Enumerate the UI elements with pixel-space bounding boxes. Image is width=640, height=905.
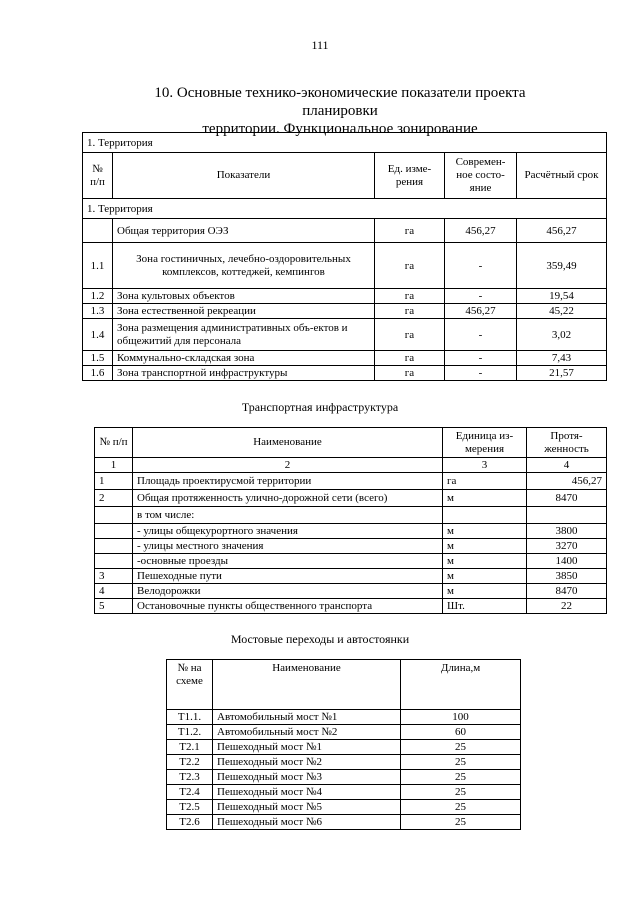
row-unit: га bbox=[375, 319, 445, 351]
row-unit: га bbox=[375, 219, 445, 243]
col-number: 1 bbox=[95, 458, 133, 473]
col-number: 2 bbox=[133, 458, 443, 473]
row-length: 25 bbox=[401, 740, 521, 755]
row-name: Пешеходные пути bbox=[133, 569, 443, 584]
bridges-caption: Мостовые переходы и автостоянки bbox=[230, 632, 410, 646]
row-unit: м bbox=[443, 569, 527, 584]
row-num bbox=[95, 524, 133, 539]
row-name: - улицы общекурортного значения bbox=[133, 524, 443, 539]
row-unit: га bbox=[375, 366, 445, 381]
row-name: Пешеходный мост №4 bbox=[213, 785, 401, 800]
row-length: 25 bbox=[401, 815, 521, 830]
row-unit: м bbox=[443, 554, 527, 569]
row-value bbox=[527, 507, 607, 524]
col-number: 4 bbox=[527, 458, 607, 473]
row-name: Зона естественной рекреации bbox=[113, 304, 375, 319]
row-name: Общая территория ОЭЗ bbox=[113, 219, 375, 243]
row-unit: м bbox=[443, 524, 527, 539]
row-name: Пешеходный мост №3 bbox=[213, 770, 401, 785]
row-name: - улицы местного значения bbox=[133, 539, 443, 554]
table3-header-length: Длина,м bbox=[401, 660, 521, 710]
row-value: 8470 bbox=[527, 490, 607, 507]
row-unit: га bbox=[375, 304, 445, 319]
row-length: 25 bbox=[401, 770, 521, 785]
row-num: 5 bbox=[95, 599, 133, 614]
row-num: Т2.4 bbox=[167, 785, 213, 800]
transport-table bbox=[94, 427, 607, 614]
transport-caption: Транспортная инфраструктура bbox=[241, 400, 399, 414]
row-current: - bbox=[445, 366, 517, 381]
row-target: 7,43 bbox=[517, 351, 607, 366]
table3-header-num: № на схеме bbox=[167, 660, 213, 710]
row-value: 3850 bbox=[527, 569, 607, 584]
row-length: 100 bbox=[401, 710, 521, 725]
table2-header-unit: Единица из-мерения bbox=[443, 428, 527, 458]
row-current: - bbox=[445, 319, 517, 351]
row-name: Автомобильный мост №2 bbox=[213, 725, 401, 740]
row-unit: га bbox=[443, 473, 527, 490]
table1-header-num: № п/п bbox=[83, 153, 113, 199]
row-name: Пешеходный мост №5 bbox=[213, 800, 401, 815]
row-unit: га bbox=[375, 243, 445, 289]
row-num: Т2.5 bbox=[167, 800, 213, 815]
row-unit bbox=[443, 507, 527, 524]
row-value: 8470 bbox=[527, 584, 607, 599]
page-number: 111 bbox=[311, 38, 329, 52]
row-target: 21,57 bbox=[517, 366, 607, 381]
row-target: 3,02 bbox=[517, 319, 607, 351]
table2-header-num: № п/п bbox=[95, 428, 133, 458]
row-target: 45,22 bbox=[517, 304, 607, 319]
table2-header-length: Протя-женность bbox=[527, 428, 607, 458]
row-current: - bbox=[445, 351, 517, 366]
row-current: - bbox=[445, 243, 517, 289]
row-name: Зона размещения административных объ-ектов и общежитий для персонала bbox=[113, 319, 375, 351]
row-name: Зона культовых объектов bbox=[113, 289, 375, 304]
table-row bbox=[95, 554, 607, 569]
row-num: 4 bbox=[95, 584, 133, 599]
table1-header-target: Расчётный срок bbox=[517, 153, 607, 199]
title-line-1: 10. Основные технико-экономические показатели проекта планировки bbox=[154, 85, 526, 119]
row-value: 3270 bbox=[527, 539, 607, 554]
table-row bbox=[95, 584, 607, 599]
table1-header-indicator: Показатели bbox=[113, 153, 375, 199]
table-row bbox=[83, 366, 607, 381]
row-name: Пешеходный мост №6 bbox=[213, 815, 401, 830]
row-num: 3 bbox=[95, 569, 133, 584]
title-line-2: территории. Функциональное зонирование bbox=[202, 121, 478, 137]
table-row bbox=[95, 507, 607, 524]
row-name: Общая протяженность улично-дорожной сети (всего) bbox=[133, 490, 443, 507]
row-current: 456,27 bbox=[445, 304, 517, 319]
row-value: 3800 bbox=[527, 524, 607, 539]
table-row bbox=[95, 599, 607, 614]
row-num: Т1.2. bbox=[167, 725, 213, 740]
table-row bbox=[83, 243, 607, 289]
table-row bbox=[83, 289, 607, 304]
table-row bbox=[95, 569, 607, 584]
row-name: Пешеходный мост №1 bbox=[213, 740, 401, 755]
row-num bbox=[83, 219, 113, 243]
table-row bbox=[95, 490, 607, 507]
table-row bbox=[83, 304, 607, 319]
row-target: 456,27 bbox=[517, 219, 607, 243]
row-unit: м bbox=[443, 539, 527, 554]
row-num: 1.1 bbox=[83, 243, 113, 289]
table-row bbox=[167, 725, 521, 740]
table-row bbox=[167, 755, 521, 770]
table-row bbox=[167, 770, 521, 785]
table-row bbox=[167, 785, 521, 800]
table-row bbox=[167, 815, 521, 830]
row-target: 19,54 bbox=[517, 289, 607, 304]
table1-header-unit: Ед. изме-рения bbox=[375, 153, 445, 199]
table-row bbox=[83, 351, 607, 366]
table-row bbox=[83, 219, 607, 243]
row-length: 25 bbox=[401, 785, 521, 800]
row-value: 1400 bbox=[527, 554, 607, 569]
row-num: 1.4 bbox=[83, 319, 113, 351]
row-name: Автомобильный мост №1 bbox=[213, 710, 401, 725]
row-length: 60 bbox=[401, 725, 521, 740]
row-name: Пешеходный мост №2 bbox=[213, 755, 401, 770]
row-num: Т2.2 bbox=[167, 755, 213, 770]
row-unit: Шт. bbox=[443, 599, 527, 614]
row-name: Остановочные пункты общественного транспорта bbox=[133, 599, 443, 614]
table1-top-caption: 1. Территория bbox=[83, 133, 607, 153]
row-unit: га bbox=[375, 351, 445, 366]
table-row bbox=[167, 740, 521, 755]
row-num: Т2.3 bbox=[167, 770, 213, 785]
bridges-table bbox=[166, 659, 521, 830]
row-num: Т2.6 bbox=[167, 815, 213, 830]
row-num bbox=[95, 554, 133, 569]
row-name: Зона гостиничных, лечебно-оздоровительных комплексов, коттеджей, кемпингов bbox=[113, 243, 375, 289]
row-name: Велодорожки bbox=[133, 584, 443, 599]
zoning-table bbox=[82, 132, 607, 381]
table1-header-current: Современ-ное состо-яние bbox=[445, 153, 517, 199]
row-num: 1.5 bbox=[83, 351, 113, 366]
row-num: 1 bbox=[95, 473, 133, 490]
row-current: - bbox=[445, 289, 517, 304]
row-num bbox=[95, 539, 133, 554]
row-num: 1.3 bbox=[83, 304, 113, 319]
row-num: 2 bbox=[95, 490, 133, 507]
row-target: 359,49 bbox=[517, 243, 607, 289]
table-row bbox=[95, 524, 607, 539]
row-value: 456,27 bbox=[527, 473, 607, 490]
col-number: 3 bbox=[443, 458, 527, 473]
table3-header-name: Наименование bbox=[213, 660, 401, 710]
row-unit: м bbox=[443, 584, 527, 599]
row-num: Т1.1. bbox=[167, 710, 213, 725]
table-row bbox=[95, 473, 607, 490]
row-length: 25 bbox=[401, 800, 521, 815]
row-length: 25 bbox=[401, 755, 521, 770]
row-name: Зона транспортной инфраструктуры bbox=[113, 366, 375, 381]
table-row bbox=[95, 539, 607, 554]
table-row bbox=[167, 800, 521, 815]
row-num: 1.2 bbox=[83, 289, 113, 304]
row-num: Т2.1 bbox=[167, 740, 213, 755]
row-unit: м bbox=[443, 490, 527, 507]
row-name: Площадь проектирусмой территории bbox=[133, 473, 443, 490]
row-name: -основные проезды bbox=[133, 554, 443, 569]
row-name: в том числе: bbox=[133, 507, 443, 524]
table2-header-name: Наименование bbox=[133, 428, 443, 458]
row-name: Коммунально-складская зона bbox=[113, 351, 375, 366]
row-num: 1.6 bbox=[83, 366, 113, 381]
table-row bbox=[167, 710, 521, 725]
table-row bbox=[83, 319, 607, 351]
page-title bbox=[120, 84, 560, 138]
row-current: 456,27 bbox=[445, 219, 517, 243]
table1-section-label: 1. Территория bbox=[83, 199, 607, 219]
row-num bbox=[95, 507, 133, 524]
row-unit: га bbox=[375, 289, 445, 304]
row-value: 22 bbox=[527, 599, 607, 614]
